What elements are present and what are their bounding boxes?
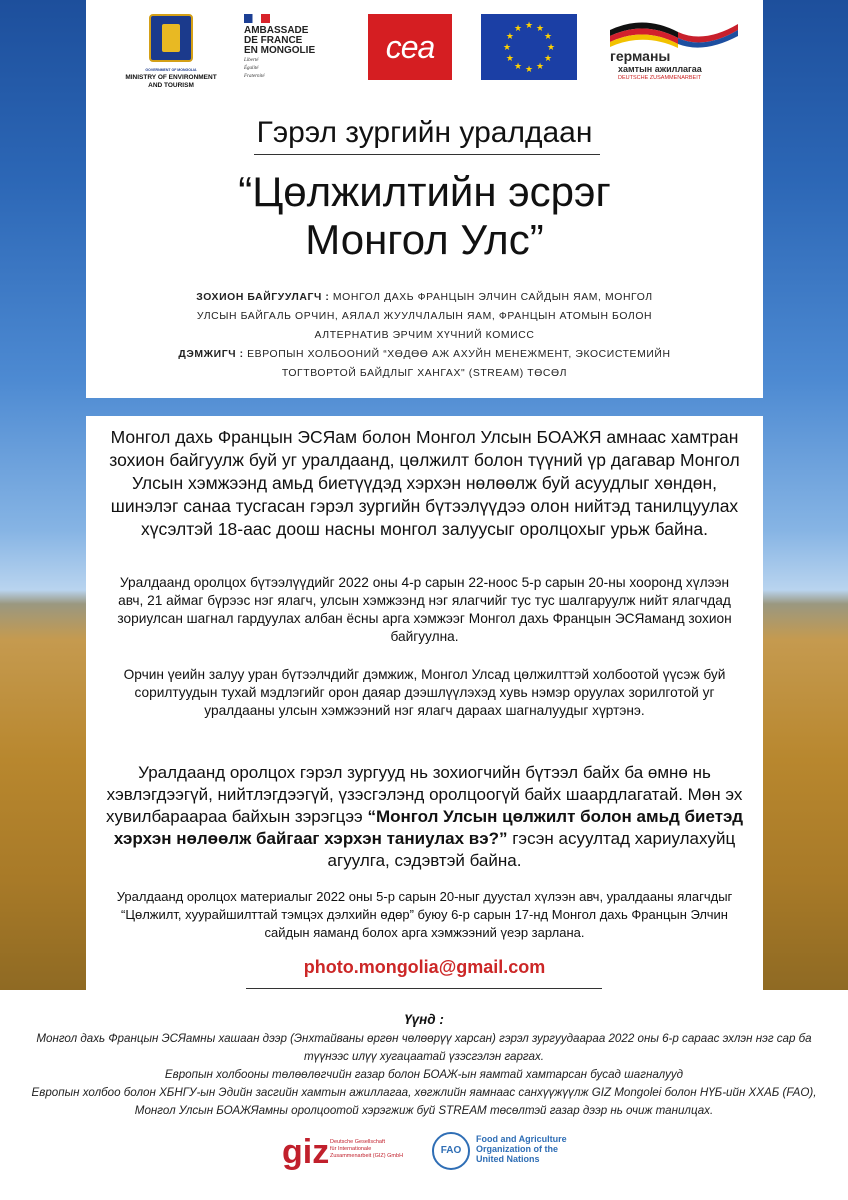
flag-ribbons-icon: [604, 14, 744, 50]
heading-divider: [254, 154, 600, 155]
giz-logo: [282, 1133, 422, 1173]
prize-item-exhibition: Монгол дахь Францын ЭСЯамны хашаан дээр (Энхтайваны өргөн чөлөөрүү харсан) гэрэл зургуудаараа 2022 оны 6-р сараас эхлэн нэг сар ба түүнээс илүү хугацаатай үзэсгэлэн гаргах.: [36, 1032, 812, 1063]
eu-star: ★: [544, 53, 553, 63]
fao-line-1: Food and Agriculture: [476, 1134, 567, 1144]
soyombo-emblem-icon: [149, 14, 193, 62]
requirements-paragraph: [106, 762, 743, 872]
ambassade-motto-2: Égalité: [244, 66, 259, 71]
organizer-line-2: УЛСЫН БАЙГАЛЬ ОРЧИН, АЯЛАЛ ЖУУЛЧЛАЛЫН ЯАМ, ФРАНЦЫН АТОМЫН БОЛОН: [196, 311, 653, 322]
eu-star: ★: [524, 64, 534, 74]
giz-mark: giz: [282, 1133, 330, 1171]
organizer-line-3: АЛТЕРНАТИВ ЭРЧИМ ХҮЧНИЙ КОМИСС: [314, 330, 535, 341]
eu-flag-logo: [481, 14, 577, 80]
giz-line-1: Deutsche Gesellschaft: [330, 1139, 386, 1145]
prizes-list: [20, 1030, 828, 1120]
german-cooperation-logo: [604, 14, 744, 84]
organizers-block: [126, 288, 723, 383]
fao-emblem-icon: FAO: [432, 1132, 470, 1170]
eu-star: ★: [546, 42, 556, 52]
eu-star: ★: [544, 31, 553, 41]
email-divider: [246, 988, 602, 989]
german-logo-line-2: хамтын ажиллагаа: [618, 64, 702, 74]
eu-star: ★: [505, 31, 514, 41]
ministry-logo-name-2: AND TOURISM: [148, 82, 194, 89]
prize-item-stream-visit: Европын холбоо болон ХБНГУ-ын Эдийн засгийн хамтын ажиллагаа, хөгжлийн яамнаас санхүүжүүлж GIZ Mongolei болон НҮБ-ийн ХХАБ (FAO), Монгол Улсын БОАЖЯамны оролцоотой хэрэгжиж буй STREAM төсөлтэй газар дээр нь очиж танилцах.: [31, 1086, 817, 1117]
fao-logo-text: [476, 1134, 586, 1164]
fao-logo: [432, 1132, 582, 1172]
supporter-line-2: ТОГТВОРТОЙ БАЙДЛЫГ ХАНГАХ" (STREAM) ТӨСӨЛ: [281, 368, 568, 379]
ministry-logo: [116, 12, 226, 90]
contest-subtitle: Гэрэл зургийн уралдаан: [256, 116, 593, 149]
ambassade-motto-3: Fraternité: [244, 74, 265, 79]
eu-stars-icon: [481, 14, 577, 80]
ambassade-title-3: EN MONGOLIE: [244, 45, 316, 56]
cea-logo: cea: [368, 14, 452, 80]
giz-line-2: für Internationale: [330, 1146, 372, 1152]
german-logo-line-3: DEUTSCHE ZUSAMMENARBEIT: [618, 75, 702, 81]
requirements-text-b: гэсэн асуултад хариулахуйц агуулга, сэдэвтэй байна.: [327, 829, 736, 870]
header-panel: [86, 0, 763, 398]
prize-item-eu-awards: Европын холбооны төлөөлөгчийн газар болон БОАЖ-ын яамтай хамтарсан бусад шагналууд: [164, 1068, 684, 1081]
german-logo-line-1: германы: [610, 48, 671, 64]
organizer-text-1: МОНГОЛ ДАХЬ ФРАНЦЫН ЭЛЧИН САЙДЫН ЯАМ, МОНГОЛ: [329, 292, 653, 303]
prizes-title: Үүнд :: [404, 1012, 444, 1027]
giz-logo-text: [330, 1139, 420, 1160]
contest-title-line-1: “Цөлжилтийн эсрэг: [238, 168, 611, 215]
eu-star: ★: [513, 22, 523, 33]
eu-star: ★: [524, 20, 534, 30]
eu-star: ★: [502, 42, 512, 52]
submission-period-paragraph: Уралдаанд оролцох бүтээлүүдийг 2022 оны 4-р сарын 22-ноос 5-р сарын 20-ны хооронд хүлээн авч, 21 аймаг бүрээс нэг ялагч, улсын хэмжээнд нэг ялагчийг тус тус шалгаруулж нийт ялагчдад зориулсан шагнал гардуулах албан ёсны арга хэмжээг Монгол дахь Францын ЭСЯаманд зохион байгуулна.: [117, 575, 732, 644]
ministry-logo-name-1: MINISTRY OF ENVIRONMENT: [125, 74, 217, 81]
requirements-question: “Монгол Улсын цөлжилт болон амьд биетэд хэрхэн нөлөөлж байгааг хэрхэн таниулах вэ?”: [113, 807, 743, 848]
eu-star: ★: [505, 53, 514, 63]
giz-line-3: Zusammenarbeit (GIZ) GmbH: [330, 1153, 404, 1159]
eu-star: ★: [513, 61, 523, 72]
french-flag-icon: [244, 14, 270, 23]
supporter-text-1: ЕВРОПЫН ХОЛБООНИЙ “ХӨДӨӨ АЖ АХУЙН МЕНЕЖМЕНТ, ЭКОСИСТЕМИЙН: [243, 349, 671, 360]
intro-paragraph: Монгол дахь Францын ЭСЯам болон Монгол Улсын БОАЖЯ амнаас хамтран зохион байгуулж буй уг уралдаанд, цөлжилт болон түүний үр дагавар Монгол Улсын хэмжээнд амьд биетүүдэд хэрхэн нөлөөлж буй асуудлыг хөндөн, шинэлэг санаа тусгасан гэрэл зургийн бүтээлүүдээ олон нийтэд танилцуулах хүсэлтэй 18-аас доош насны монгол залуусыг оролцохыг урьж байна.: [109, 427, 740, 539]
content-panel: [86, 416, 763, 996]
supporter-line-1: [126, 345, 723, 364]
ministry-logo-caption: GOVERNMENT OF MONGOLIA: [145, 68, 197, 72]
contest-title: [86, 168, 763, 264]
deadline-paragraph: Уралдаанд оролцох материалыг 2022 оны 5-р сарын 20-ныг дуустал хүлээн авч, уралдааны ялагчдыг “Цөлжилт, хуурайшилттай тэмцэх дэлхийн өдөр” буюу 6-р сарын 17-нд Монгол дахь Францын Элчин сайдын яаманд болох арга хэмжээний үеэр зарлана.: [116, 889, 733, 940]
requirements-text-a: Уралдаанд оролцох гэрэл зургууд нь зохиогчийн бүтээл байх ба өмнө нь хэвлэгдээгүй, нийтлэгдээгүй, үзэсгэлэнд оролцоогүй байх шаардлагатай. Мөн эх хувилбараараа байхын зэрэгцээ: [106, 763, 743, 826]
supporter-label: ДЭМЖИГЧ :: [178, 349, 244, 360]
contact-email-link[interactable]: photo.mongolia@gmail.com: [303, 957, 546, 977]
ambassade-logo: [244, 14, 354, 80]
contest-title-line-2: Монгол Улс”: [305, 216, 544, 263]
goal-paragraph: Орчин үеийн залуу уран бүтээлчдийг дэмжиж, Монгол Улсад цөлжилттэй холбоотой үүсэж буй сорилтуудын тухай мэдлэгийг орон даяар дээшлүүлэхэд хувь нэмэр оруулах зорилготой уг уралдааны улсын хэмжээний нэг ялагч дараах шагналуудыг хүртэнэ.: [123, 667, 726, 718]
fao-line-2: Organization of the: [476, 1144, 558, 1154]
ambassade-title-2: DE FRANCE: [244, 35, 303, 46]
fao-line-3: United Nations: [476, 1154, 540, 1164]
partner-logos: [86, 12, 763, 92]
footer-panel: [0, 990, 848, 1200]
organizer-label: ЗОХИОН БАЙГУУЛАГЧ :: [196, 292, 330, 303]
ambassade-title-1: AMBASSADE: [244, 25, 309, 36]
eu-star: ★: [535, 61, 545, 72]
organizer-line-1: [126, 288, 723, 307]
ambassade-motto-1: Liberté: [244, 58, 259, 63]
eu-star: ★: [535, 22, 545, 33]
